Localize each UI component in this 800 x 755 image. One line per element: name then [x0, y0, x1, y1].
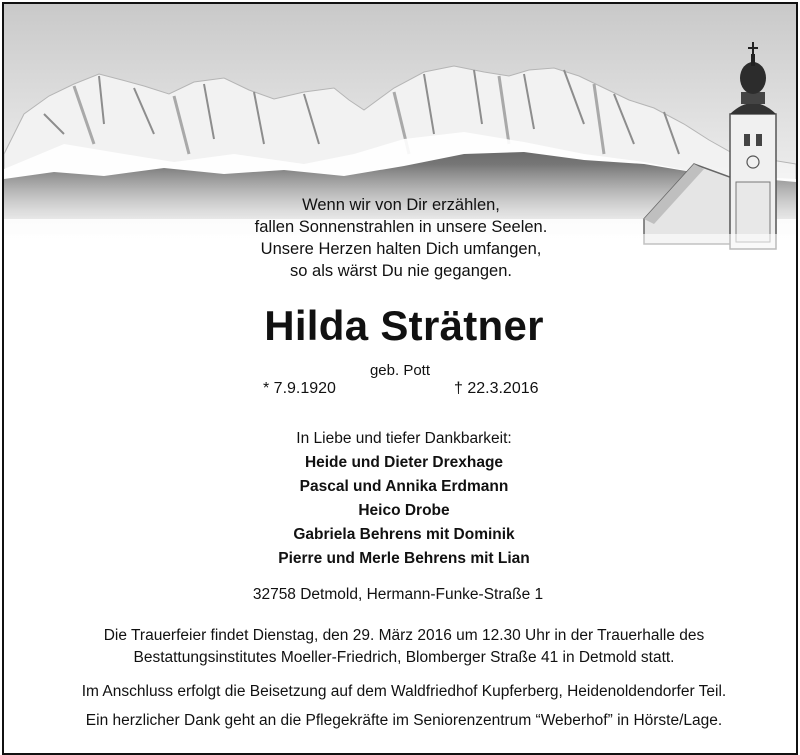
mourner-name: Gabriela Behrens mit Dominik: [293, 526, 515, 543]
poem-line: fallen Sonnenstrahlen in unsere Seelen.: [254, 218, 548, 236]
mourners-intro: In Liebe und tiefer Dankbarkeit:: [296, 430, 512, 447]
funeral-notice-line: Bestattungsinstitutes Moeller-Friedrich, Blomberger Straße 41 in Detmold statt.: [133, 649, 675, 666]
deceased-name: Hilda Strätner: [264, 302, 544, 349]
birth-date: * 7.9.1920: [263, 380, 336, 397]
poem-line: Wenn wir von Dir erzählen,: [302, 196, 500, 214]
mourner-name: Pascal und Annika Erdmann: [299, 478, 509, 495]
maiden-name: geb. Pott: [369, 362, 431, 379]
poem-line: Unsere Herzen halten Dich umfangen,: [260, 240, 542, 258]
obituary-card: [2, 2, 798, 755]
poem-line: so als wärst Du nie gegangen.: [290, 262, 512, 280]
mourners-list: [4, 427, 798, 571]
mourner-name: Heide und Dieter Drexhage: [304, 454, 504, 471]
memorial-poem: [4, 194, 798, 282]
mourner-name: Pierre und Merle Behrens mit Lian: [278, 550, 530, 567]
thanks-notice: Ein herzlicher Dank geht an die Pflegekräfte im Seniorenzentrum “Weberhof” in Hörste/Lage.: [85, 712, 723, 729]
burial-notice: Im Anschluss erfolgt die Beisetzung auf dem Waldfriedhof Kupferberg, Heidenoldendorfer Teil.: [81, 683, 727, 700]
mourner-name: Heico Drobe: [358, 502, 450, 519]
funeral-notice-line: Die Trauerfeier findet Dienstag, den 29. März 2016 um 12.30 Uhr in der Trauerhalle des: [103, 627, 705, 644]
death-date: † 22.3.2016: [454, 380, 539, 397]
funeral-notice: [4, 625, 798, 669]
family-address: 32758 Detmold, Hermann-Funke-Straße 1: [252, 586, 544, 603]
